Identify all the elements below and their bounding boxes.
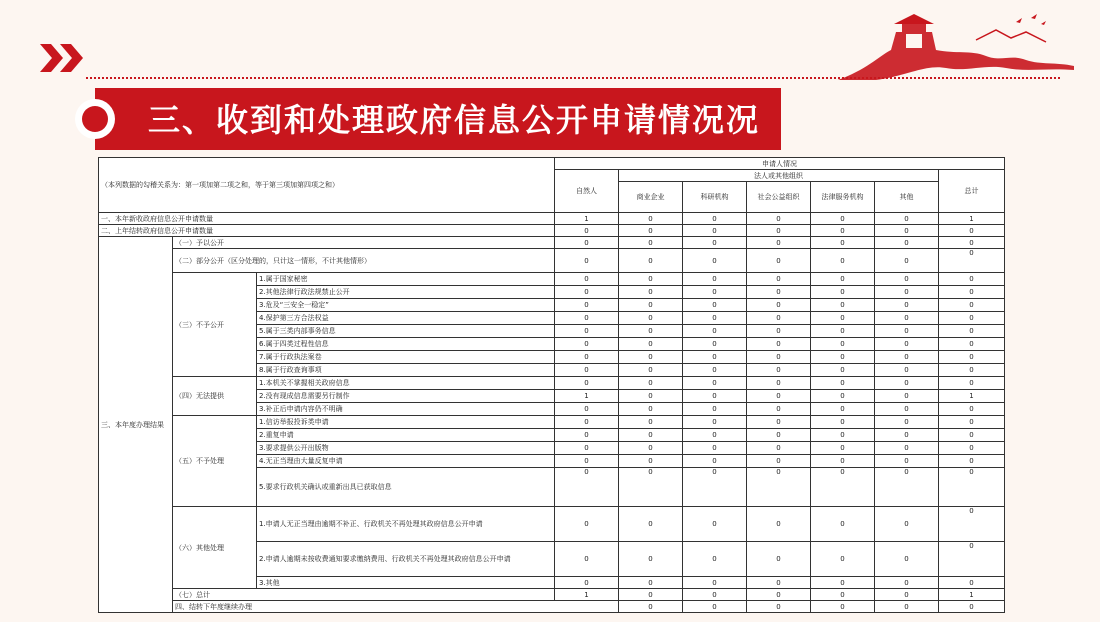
cell: 0	[683, 312, 747, 325]
cell: 0	[683, 213, 747, 225]
cell: 0	[683, 589, 747, 601]
cell: 0	[875, 429, 939, 442]
row-label: 4.保护第三方合法权益	[257, 312, 555, 325]
cell: 0	[619, 468, 683, 507]
row-label: 四、结转下年度继续办理	[173, 601, 619, 613]
row-group-label: 三、本年度办理结果	[99, 237, 173, 613]
cell: 0	[939, 455, 1005, 468]
cell: 0	[619, 403, 683, 416]
cell: 0	[619, 507, 683, 542]
cell: 0	[555, 286, 619, 299]
cell: 0	[747, 364, 811, 377]
cell: 0	[811, 377, 875, 390]
cell: 0	[555, 377, 619, 390]
cell: 0	[683, 377, 747, 390]
row-label: 7.属于行政执法案卷	[257, 351, 555, 364]
cell: 0	[619, 542, 683, 577]
cell: 0	[555, 338, 619, 351]
table-row	[99, 589, 1005, 601]
cell: 0	[939, 338, 1005, 351]
cell: 0	[939, 299, 1005, 312]
cell: 0	[619, 249, 683, 273]
cell: 0	[619, 325, 683, 338]
cell: 1	[939, 213, 1005, 225]
cell: 0	[811, 542, 875, 577]
page-title: 三、收到和处理政府信息公开申请情况况	[148, 101, 761, 139]
cell: 0	[683, 429, 747, 442]
cell: 0	[747, 416, 811, 429]
cell: 0	[555, 364, 619, 377]
cell: 0	[555, 249, 619, 273]
cell: 0	[747, 442, 811, 455]
cell: 0	[555, 416, 619, 429]
cell: 0	[811, 442, 875, 455]
cell: 0	[747, 351, 811, 364]
cell: 0	[811, 273, 875, 286]
cell: 0	[747, 213, 811, 225]
great-wall-decoration-icon	[836, 10, 1076, 82]
cell: 0	[683, 351, 747, 364]
cell: 0	[811, 507, 875, 542]
cell: 0	[875, 390, 939, 403]
cell: 0	[811, 237, 875, 249]
table-row	[99, 273, 1005, 286]
cell: 0	[875, 338, 939, 351]
cell: 0	[683, 468, 747, 507]
cell: 0	[555, 299, 619, 312]
cell: 0	[555, 429, 619, 442]
cell: 0	[747, 312, 811, 325]
cell: 0	[747, 249, 811, 273]
cell: 0	[747, 429, 811, 442]
cell: 0	[875, 213, 939, 225]
cell: 0	[875, 273, 939, 286]
cell: 0	[555, 442, 619, 455]
title-circle-icon	[75, 99, 115, 139]
cell: 0	[747, 273, 811, 286]
cell: 0	[555, 577, 619, 589]
row-label: 1.信访举报投诉类申请	[257, 416, 555, 429]
cell: 0	[683, 325, 747, 338]
cell: 0	[811, 455, 875, 468]
cell: 0	[939, 273, 1005, 286]
row-label: 5.属于三类内部事务信息	[257, 325, 555, 338]
cell: 0	[939, 351, 1005, 364]
cell: 0	[875, 601, 939, 613]
cell: 0	[811, 213, 875, 225]
row-label: （二）部分公开（区分处理的，只计这一情形，不计其他情形）	[173, 249, 555, 273]
row-label: 8.属于行政查询事项	[257, 364, 555, 377]
cell: 0	[939, 225, 1005, 237]
row-subgroup-label: （六）其他处理	[173, 507, 257, 589]
table-row	[99, 416, 1005, 429]
cell: 0	[875, 286, 939, 299]
cell: 0	[811, 364, 875, 377]
cell: 0	[619, 299, 683, 312]
cell: 0	[683, 542, 747, 577]
cell: 1	[939, 589, 1005, 601]
cell: 0	[683, 577, 747, 589]
cell: 0	[747, 601, 811, 613]
cell: 0	[683, 416, 747, 429]
cell: 0	[811, 225, 875, 237]
cell: 0	[747, 390, 811, 403]
cell: 0	[747, 325, 811, 338]
cell: 0	[619, 589, 683, 601]
cell: 0	[939, 312, 1005, 325]
cell: 0	[683, 249, 747, 273]
double-chevron-icon	[40, 44, 86, 72]
cell: 0	[683, 273, 747, 286]
cell: 0	[747, 338, 811, 351]
cell: 0	[619, 377, 683, 390]
col-business: 商业企业	[619, 182, 683, 213]
cell: 0	[747, 468, 811, 507]
cell: 0	[619, 577, 683, 589]
cell: 0	[811, 589, 875, 601]
cell: 0	[683, 364, 747, 377]
cell: 0	[555, 312, 619, 325]
row-subgroup-label: （五）不予处理	[173, 416, 257, 507]
table-row	[99, 507, 1005, 542]
cell: 0	[811, 299, 875, 312]
table-row	[99, 237, 1005, 249]
cell: 0	[939, 429, 1005, 442]
col-total: 总计	[939, 170, 1005, 213]
cell: 0	[811, 601, 875, 613]
row-subgroup-label: （三）不予公开	[173, 273, 257, 377]
cell: 0	[875, 507, 939, 542]
cell: 0	[747, 577, 811, 589]
cell: 0	[747, 225, 811, 237]
cell: 0	[875, 442, 939, 455]
cell: 0	[683, 390, 747, 403]
cell: 0	[875, 351, 939, 364]
info-disclosure-table	[98, 157, 1005, 613]
cell: 0	[683, 338, 747, 351]
row-label: 2.没有现成信息需要另行制作	[257, 390, 555, 403]
cell: 0	[811, 390, 875, 403]
cell: 1	[555, 390, 619, 403]
cell: 0	[939, 249, 1005, 273]
cell: 0	[683, 601, 747, 613]
row-label: 2.申请人逾期未按收费通知要求缴纳费用、行政机关不再处理其政府信息公开申请	[257, 542, 555, 577]
cell: 0	[619, 601, 683, 613]
row-label: 3.补正后申请内容仍不明确	[257, 403, 555, 416]
cell: 0	[939, 577, 1005, 589]
row-label: （七）总计	[173, 589, 555, 601]
cell: 0	[939, 286, 1005, 299]
cell: 0	[939, 325, 1005, 338]
table-row	[99, 213, 1005, 225]
applicant-header: 申请人情况	[555, 158, 1005, 170]
cell: 0	[747, 455, 811, 468]
cell: 0	[619, 286, 683, 299]
col-other: 其他	[875, 182, 939, 213]
cell: 0	[619, 455, 683, 468]
cell: 0	[875, 377, 939, 390]
cell: 0	[683, 286, 747, 299]
cell: 0	[811, 325, 875, 338]
row-label: 2.重复申请	[257, 429, 555, 442]
cell: 0	[619, 338, 683, 351]
row-label: 1.属于国家秘密	[257, 273, 555, 286]
cell: 0	[875, 455, 939, 468]
cell: 0	[555, 403, 619, 416]
row-label: 3.其他	[257, 577, 555, 589]
cell: 0	[875, 468, 939, 507]
cell: 0	[683, 299, 747, 312]
cell: 0	[811, 286, 875, 299]
cell: 0	[619, 237, 683, 249]
cell: 0	[875, 364, 939, 377]
cell: 0	[939, 416, 1005, 429]
cell: 0	[939, 364, 1005, 377]
cell: 0	[747, 542, 811, 577]
cell: 0	[811, 403, 875, 416]
row-label: 4.无正当理由大量反复申请	[257, 455, 555, 468]
cell: 0	[747, 299, 811, 312]
table-row	[99, 601, 1005, 613]
cell: 0	[619, 225, 683, 237]
cell: 0	[555, 468, 619, 507]
cell: 0	[939, 403, 1005, 416]
cell: 0	[875, 577, 939, 589]
legal-entity-header: 法人或其他组织	[619, 170, 939, 182]
cell: 0	[811, 468, 875, 507]
cell: 1	[939, 390, 1005, 403]
table-note: （本列数据的勾稽关系为：第一项加第二项之和，等于第三项加第四项之和）	[99, 158, 555, 213]
row-label: 1.申请人无正当理由逾期不补正、行政机关不再处理其政府信息公开申请	[257, 507, 555, 542]
cell: 0	[619, 351, 683, 364]
cell: 0	[683, 507, 747, 542]
cell: 0	[875, 403, 939, 416]
cell: 0	[747, 286, 811, 299]
cell: 0	[683, 403, 747, 416]
cell: 0	[683, 225, 747, 237]
table-row	[99, 225, 1005, 237]
cell: 0	[619, 442, 683, 455]
cell: 0	[619, 312, 683, 325]
cell: 0	[555, 225, 619, 237]
cell: 0	[747, 403, 811, 416]
row-label: 2.其他法律行政法规禁止公开	[257, 286, 555, 299]
cell: 0	[555, 273, 619, 286]
cell: 0	[683, 237, 747, 249]
cell: 0	[939, 468, 1005, 507]
cell: 0	[683, 442, 747, 455]
col-public-welfare: 社会公益组织	[747, 182, 811, 213]
row-subgroup-label: （四）无法提供	[173, 377, 257, 416]
cell: 0	[875, 416, 939, 429]
cell: 0	[619, 213, 683, 225]
table-row	[99, 249, 1005, 273]
table-row	[99, 377, 1005, 390]
cell: 0	[811, 429, 875, 442]
row-label: （一）予以公开	[173, 237, 555, 249]
cell: 0	[811, 577, 875, 589]
row-label: 6.属于四类过程性信息	[257, 338, 555, 351]
cell: 0	[747, 237, 811, 249]
cell: 0	[811, 338, 875, 351]
cell: 0	[939, 442, 1005, 455]
cell: 0	[939, 542, 1005, 577]
col-research: 科研机构	[683, 182, 747, 213]
cell: 0	[619, 390, 683, 403]
cell: 0	[555, 351, 619, 364]
cell: 1	[555, 589, 619, 601]
cell: 0	[555, 325, 619, 338]
cell: 0	[875, 225, 939, 237]
cell: 0	[747, 507, 811, 542]
cell: 0	[875, 237, 939, 249]
cell: 0	[619, 429, 683, 442]
row-label: 3.要求提供公开出版物	[257, 442, 555, 455]
col-natural-person: 自然人	[555, 170, 619, 213]
cell: 0	[939, 237, 1005, 249]
row-label: 1.本机关不掌握相关政府信息	[257, 377, 555, 390]
cell: 0	[939, 507, 1005, 542]
cell: 0	[811, 351, 875, 364]
cell: 0	[939, 601, 1005, 613]
col-legal-service: 法律服务机构	[811, 182, 875, 213]
cell: 0	[619, 364, 683, 377]
cell: 0	[619, 416, 683, 429]
cell: 0	[555, 542, 619, 577]
cell: 0	[811, 416, 875, 429]
cell: 0	[875, 299, 939, 312]
cell: 0	[875, 589, 939, 601]
cell: 0	[811, 312, 875, 325]
row-label: 3.危及“三安全一稳定”	[257, 299, 555, 312]
cell: 0	[875, 542, 939, 577]
cell: 0	[555, 507, 619, 542]
cell: 0	[555, 455, 619, 468]
cell: 0	[555, 237, 619, 249]
cell: 0	[939, 377, 1005, 390]
cell: 0	[875, 312, 939, 325]
cell: 1	[555, 213, 619, 225]
cell: 0	[875, 249, 939, 273]
cell: 0	[875, 325, 939, 338]
row-label: 一、本年新收政府信息公开申请数量	[99, 213, 555, 225]
cell: 0	[683, 455, 747, 468]
cell: 0	[619, 273, 683, 286]
cell: 0	[747, 589, 811, 601]
row-label: 5.要求行政机关确认或重新出具已获取信息	[257, 468, 555, 507]
row-label: 二、上年结转政府信息公开申请数量	[99, 225, 555, 237]
cell: 0	[747, 377, 811, 390]
cell: 0	[811, 249, 875, 273]
